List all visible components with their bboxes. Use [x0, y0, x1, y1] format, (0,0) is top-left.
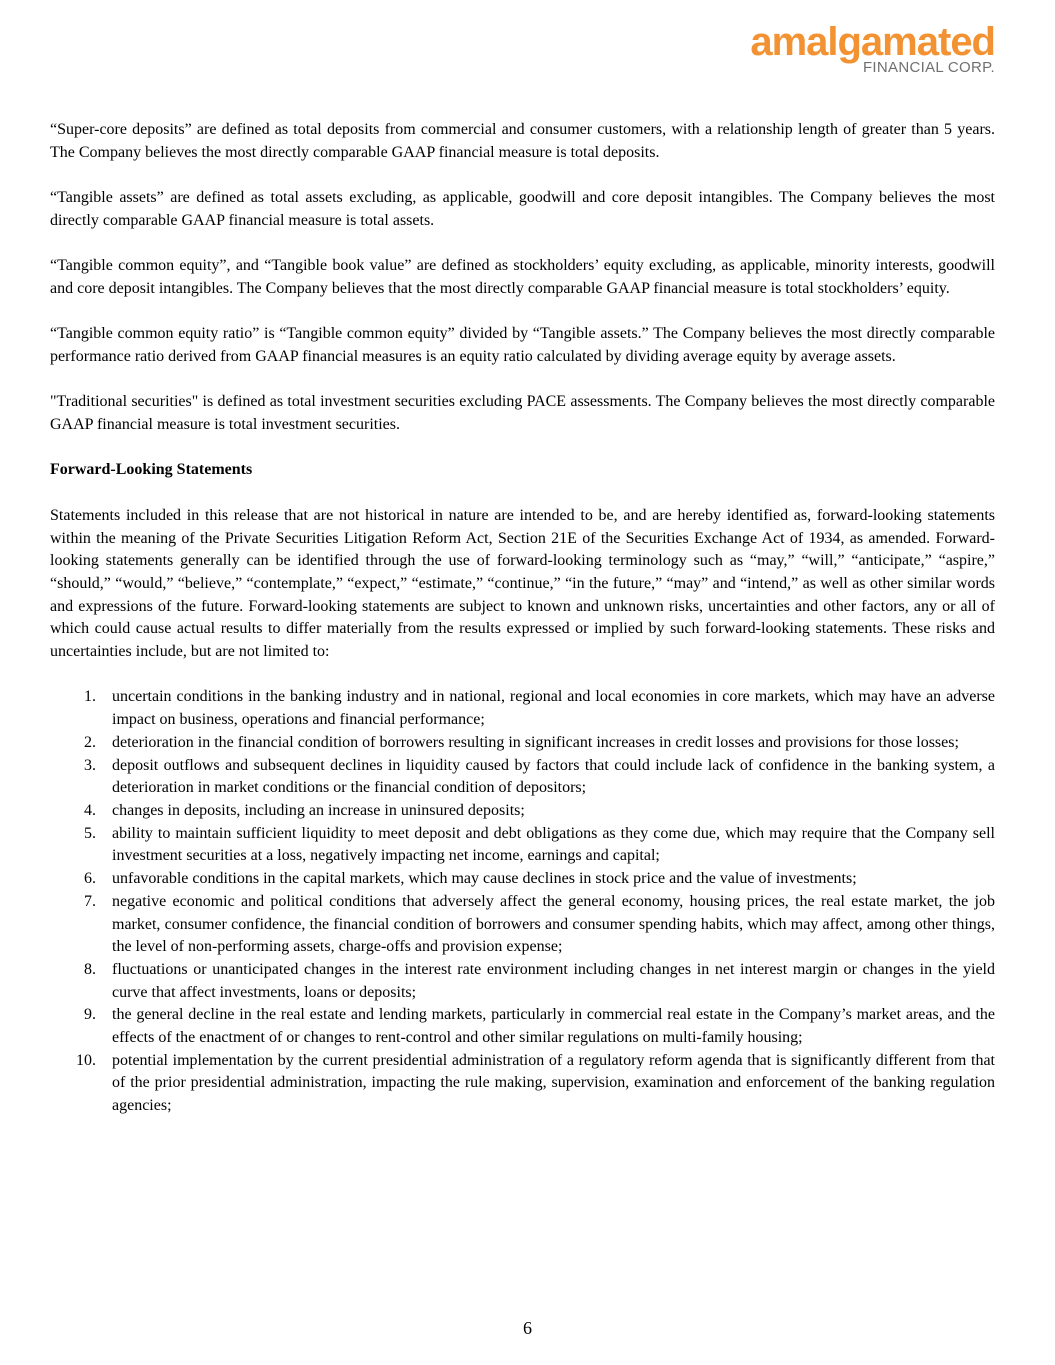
- logo-wordmark: amalgamated: [750, 20, 995, 64]
- list-item-text: ability to maintain sufficient liquidity to meet deposit and debt obligations as they come due, which may require that the Company sell investment securities at a loss, negatively impacting net income, earnings and capital;: [112, 824, 995, 865]
- list-item-number: 9.: [84, 1006, 96, 1024]
- definition-tangible-assets: “Tangible assets” are defined as total assets excluding, as applicable, goodwill and core deposit intangibles. The Company believes the most directly comparable GAAP financial measure is total assets.: [50, 189, 995, 229]
- list-item-number: 1.: [84, 688, 96, 706]
- list-item-number: 3.: [84, 756, 96, 774]
- list-item: [50, 732, 995, 755]
- list-item-number: 6.: [84, 870, 96, 888]
- list-item-text: deposit outflows and subsequent declines in liquidity caused by factors that could include lack of confidence in the banking system, a deterioration in market conditions or the financial condition of depositors;: [112, 756, 995, 797]
- list-item-number: 5.: [84, 824, 96, 842]
- section-heading-forward-looking: Forward-Looking Statements: [50, 461, 253, 479]
- list-item: [50, 1050, 995, 1118]
- list-item-text: potential implementation by the current presidential administration of a regulatory reform agenda that is significantly different from that of the prior presidential administration, impacting the rule making, supervision, examination and enforcement of the banking regulation agencies;: [112, 1051, 995, 1115]
- list-item-text: deterioration in the financial condition of borrowers resulting in significant increases in credit losses and provisions for those losses;: [112, 733, 959, 751]
- list-item-number: 2.: [84, 733, 96, 751]
- list-item-text: the general decline in the real estate and lending markets, particularly in commercial real estate in the Company’s market areas, and the effects of the enactment of or changes to rent-control and other similar regulations on multi-family housing;: [112, 1006, 995, 1047]
- page-number: 6: [523, 1318, 532, 1338]
- forward-looking-intro: Statements included in this release that are not historical in nature are intended to be, and are hereby identified as, forward-looking statements within the meaning of the Private Securities Litigation Reform Act, Section 21E of the Securities Exchange Act of 1934, as amended. Forward-looking statements generally can be identified through the use of forward-looking terminology such as “may,” “will,” “anticipate,” “aspire,” “should,” “would,” “believe,” “contemplate,” “expect,” “estimate,” “continue,” “in the future,” “may” and “intend,” as well as other similar words and expressions of the future. Forward-looking statements are subject to known and unknown risks, uncertainties and other factors, any or all of which could cause actual results to differ materially from the results expressed or implied by such forward-looking statements. These risks and uncertainties include, but are not limited to:: [50, 506, 995, 661]
- list-item: [50, 1004, 995, 1049]
- list-item-text: negative economic and political conditions that adversely affect the general economy, housing prices, the real estate market, the job market, consumer confidence, the financial condition of borrowers and consumer spending habits, which may affect, among other things, the level of non-performing assets, charge-offs and provision expense;: [112, 892, 995, 956]
- list-item-text: fluctuations or unanticipated changes in the interest rate environment including changes in net interest margin or changes in the yield curve that affect investments, loans or deposits;: [112, 960, 995, 1001]
- list-item-number: 8.: [84, 960, 96, 978]
- list-item-text: unfavorable conditions in the capital markets, which may cause declines in stock price and the value of investments;: [112, 870, 857, 888]
- list-item-number: 7.: [84, 892, 96, 910]
- list-item: [50, 800, 995, 823]
- definition-tangible-common-equity: “Tangible common equity”, and “Tangible book value” are defined as stockholders’ equity excluding, as applicable, minority interests, goodwill and core deposit intangibles. The Company believes that the most directly comparable GAAP financial measure is total stockholders’ equity.: [50, 257, 995, 297]
- list-item: [50, 686, 995, 731]
- list-item-text: uncertain conditions in the banking industry and in national, regional and local economies in core markets, which may have an adverse impact on business, operations and financial performance;: [112, 688, 995, 729]
- list-item-text: changes in deposits, including an increase in uninsured deposits;: [112, 801, 525, 819]
- definition-tangible-common-equity-ratio: “Tangible common equity ratio” is “Tangible common equity” divided by “Tangible assets.” The Company believes the most directly comparable performance ratio derived from GAAP financial measures is an equity ratio calculated by dividing average equity by average assets.: [50, 325, 995, 365]
- logo-subtitle: FINANCIAL CORP.: [862, 59, 995, 76]
- risk-factors-list: [50, 686, 995, 1117]
- list-item-number: 4.: [84, 801, 96, 819]
- definition-super-core-deposits: “Super-core deposits” are defined as total deposits from commercial and consumer customers, with a relationship length of greater than 5 years. The Company believes the most directly comparable GAAP financial measure is total deposits.: [50, 121, 995, 161]
- list-item: [50, 755, 995, 800]
- company-logo: [750, 22, 995, 76]
- list-item: [50, 959, 995, 1004]
- definition-traditional-securities: "Traditional securities" is defined as total investment securities excluding PACE assessments. The Company believes the most directly comparable GAAP financial measure is total investment securities.: [50, 393, 995, 434]
- list-item: [50, 868, 995, 891]
- list-item-number: 10.: [76, 1051, 96, 1069]
- document-body: [50, 119, 995, 1118]
- list-item: [50, 891, 995, 959]
- list-item: [50, 823, 995, 868]
